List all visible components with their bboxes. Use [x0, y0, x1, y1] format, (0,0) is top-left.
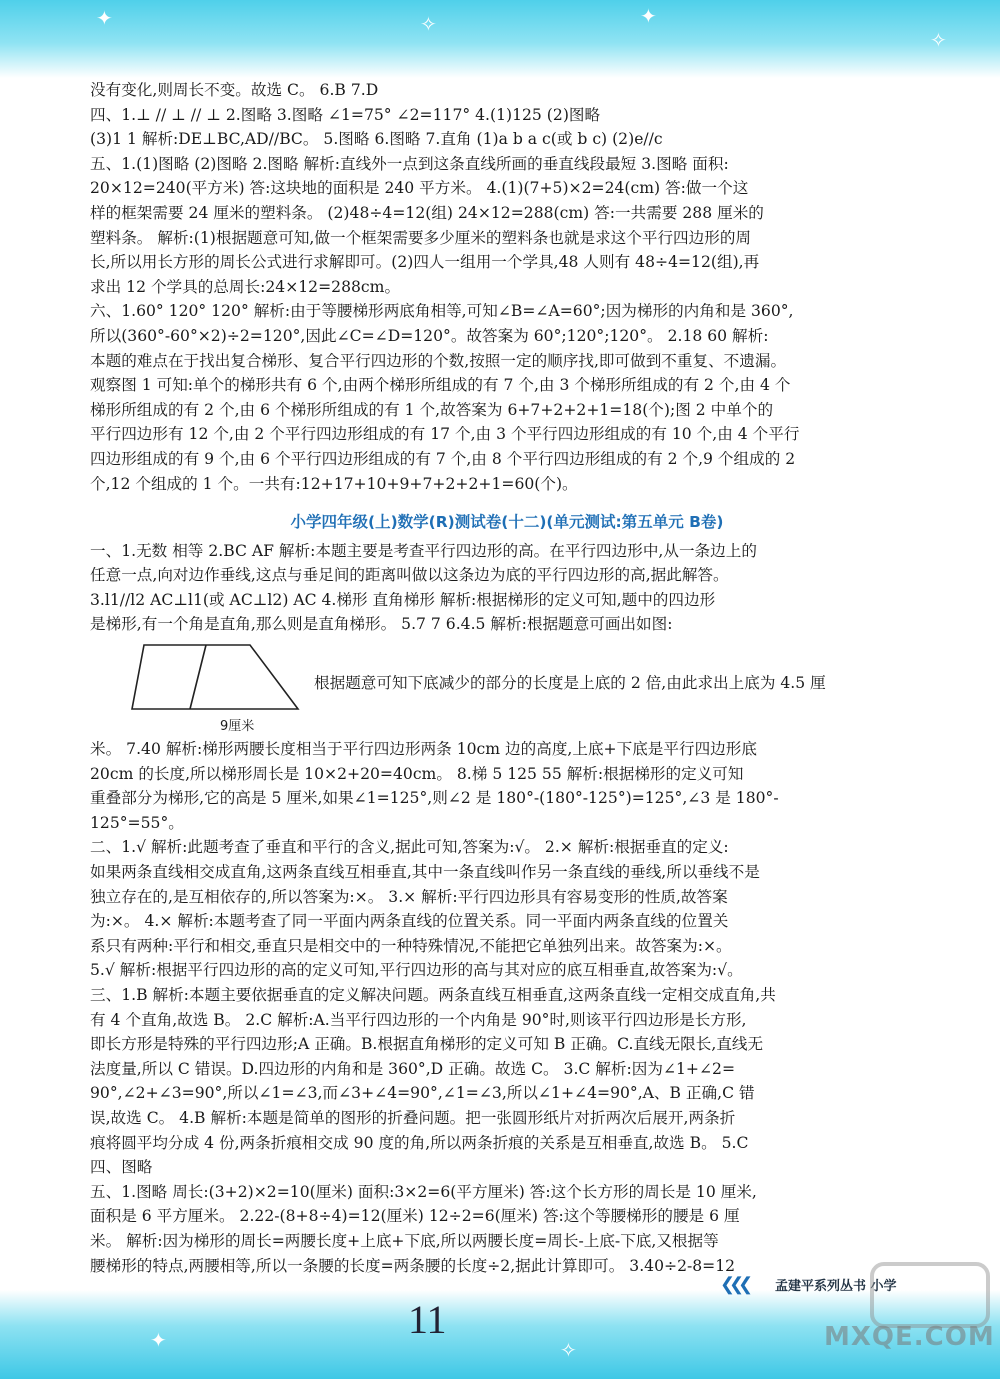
answer-line: 求出 12 个学具的总周长:24×12=288cm。 [90, 277, 401, 296]
answer-line: 20×12=240(平方米) 答:这块地的面积是 240 平方米。 4.(1)(7+5)×2=24(cm) 答:做一个这 [90, 179, 749, 198]
answer-line: 90°,∠2+∠3=90°,所以∠1=∠3,而∠3+∠4=90°,∠1=∠3,所以∠1+∠4=90°,A、B 正确,C 错 [90, 1084, 755, 1103]
answer-line: 125°=55°。 [90, 813, 184, 832]
top-decorative-band [0, 0, 1000, 78]
answer-line: 塑料条。 解析:(1)根据题意可知,做一个框架需要多少厘米的塑料条也就是求这个平行四边形的周 [90, 228, 752, 247]
answer-line: 即长方形是特殊的平行四边形;A 正确。B.根据直角梯形的定义可知 B 正确。C.直线无限长,直线无 [90, 1035, 764, 1054]
answer-line: 本题的难点在于找出复合梯形、复合平行四边形的个数,按照一定的顺序找,即可做到不重复、不遗漏。 [90, 351, 787, 370]
answers-previous-test [90, 78, 924, 496]
answer-line: 痕将圆平均分成 4 份,两条折痕相交成 90 度的角,所以两条折痕的关系是互相垂直,故选 B。 5.C [90, 1133, 749, 1152]
answer-line: 重叠部分为梯形,它的高是 5 厘米,如果∠1=125°,则∠2 是 180°-(180°-125°)=125°,∠3 是 180°- [90, 789, 779, 808]
book-series-label: 孟建平系列丛书 小学 [775, 1279, 897, 1294]
answer-line: 米。 解析:因为梯形的周长=两腰长度+上底+下底,所以两腰长度=周长-上底-下底,又根据等 [90, 1231, 719, 1250]
answer-line: 没有变化,则周长不变。故选 C。 6.B 7.D [90, 81, 379, 99]
sparkle-icon: ✦ [640, 4, 657, 28]
answer-line: 一、1.无数 相等 2.BC AF 解析:本题主要是考查平行四边形的高。在平行四边形中,从一条边上的 [90, 541, 757, 560]
answer-line: 观察图 1 可知:单个的梯形共有 6 个,由两个梯形所组成的有 7 个,由 3 个梯形所组成的有 2 个,由 4 个 [90, 376, 791, 395]
answer-line: 二、1.√ 解析:此题考查了垂直和平行的含义,据此可知,答案为:√。 2.× 解析:根据垂直的定义: [90, 838, 729, 857]
answer-line: 个,12 个组成的 1 个。一共有:12+17+10+9+7+2+2+1=60(个)。 [90, 474, 578, 493]
watermark-text: MXQE.COM [824, 1322, 995, 1352]
answer-line: 独立存在的,是互相依存的,所以答案为:×。 3.× 解析:平行四边形具有容易变形的性质,故答案 [90, 887, 728, 906]
answer-line: 梯形所组成的有 2 个,由 6 个梯形所组成的有 1 个,故答案为 6+7+2+2+1=18(个);图 2 中单个的 [90, 400, 774, 419]
answer-line: 3.l1//l2 AC⊥l1(或 AC⊥l2) AC 4.梯形 直角梯形 解析:根据梯形的定义可知,题中的四边形 [90, 590, 716, 609]
arrow-ornament-icon: ❮❮❮ [720, 1274, 748, 1295]
answer-line: 长,所以用长方形的周长公式进行求解即可。(2)四人一组用一个学具,48 人则有 48÷4=12(组),再 [90, 253, 760, 272]
answers-test-12-part1 [90, 539, 924, 637]
answer-line: 是梯形,有一个角是直角,那么则是直角梯形。 5.7 7 6.4.5 解析:根据题意可画出如图: [90, 615, 673, 634]
trapezoid-figure-row [90, 637, 924, 737]
answer-line: 20cm 的长度,所以梯形周长是 10×2+20=40cm。 8.梯 5 125 55 解析:根据梯形的定义可知 [90, 764, 744, 783]
answer-line: 五、1.(1)图略 (2)图略 2.图略 解析:直线外一点到这条直线所画的垂直线段最短 3.图略 面积: [90, 154, 729, 173]
answer-line: 腰梯形的特点,两腰相等,所以一条腰的长度=两条腰的长度÷2,据此计算即可。 3.40÷2-8=12 [90, 1256, 736, 1275]
sparkle-icon: ✧ [930, 28, 947, 52]
answer-line: 误,故选 C。 4.B 解析:本题是简单的图形的折叠问题。把一张圆形纸片对折两次后展开,两条折 [90, 1108, 736, 1127]
trapezoid-diagram [130, 637, 310, 713]
answer-line: 三、1.B 解析:本题主要依据垂直的定义解决问题。两条直线互相垂直,这两条直线一定相交成直角,共 [90, 986, 776, 1004]
page-number: 11 [408, 1297, 447, 1342]
section-title: 小学四年级(上)数学(R)测试卷(十二)(单元测试:第五单元 B卷) [290, 513, 724, 532]
answer-line: 面积是 6 平方厘米。 2.22-(8+8÷4)=12(厘米) 12÷2=6(厘米) 答:这个等腰梯形的腰是 6 厘 [90, 1207, 740, 1226]
sparkle-icon: ✧ [420, 12, 437, 36]
sparkle-icon: ✦ [96, 6, 113, 30]
answer-line: 所以(360°-60°×2)÷2=120°,因此∠C=∠D=120°。故答案为 60°;120°;120°。 2.18 60 解析: [90, 326, 769, 345]
answer-line: (3)1 1 解析:DE⊥BC,AD//BC。 5.图略 6.图略 7.直角 (1)a b a c(或 b c) (2)e//c [90, 130, 663, 149]
figure-label: 9厘米 [220, 719, 255, 735]
answer-line: 米。 7.40 解析:梯形两腰长度相当于平行四边形两条 10cm 边的高度,上底+下底是平行四边形底 [90, 740, 757, 759]
figure-side-text: 根据题意可知下底减少的部分的长度是上底的 2 倍,由此求出上底为 4.5 厘 [314, 674, 826, 693]
answer-line: 系只有两种:平行和相交,垂直只是相交中的一种特殊情况,不能把它单独列出来。故答案为:×。 [90, 936, 732, 955]
answer-line: 任意一点,向对边作垂线,这点与垂足间的距离叫做以这条边为底的平行四边形的高,据此解答。 [90, 566, 729, 585]
answers-test-12-part2 [90, 737, 924, 1278]
answer-line: 六、1.60° 120° 120° 解析:由于等腰梯形两底角相等,可知∠B=∠A=60°;因为梯形的内角和是 360°, [90, 302, 794, 321]
answer-line: 有 4 个直角,故选 B。 2.C 解析:A.当平行四边形的一个内角是 90°时,则该平行四边形是长方形, [90, 1010, 747, 1029]
answer-line: 法度量,所以 C 错误。D.四边形的内角和是 360°,D 正确。故选 C。 3.C 解析:因为∠1+∠2= [90, 1059, 736, 1078]
answer-line: 四、图略 [90, 1158, 153, 1177]
answer-line: 样的框架需要 24 厘米的塑料条。 (2)48÷4=12(组) 24×12=288(cm) 答:一共需要 288 厘米的 [90, 203, 764, 222]
sparkle-icon: ✦ [150, 1328, 167, 1352]
answer-line: 为:×。 4.× 解析:本题考查了同一平面内两条直线的位置关系。同一平面内两条直线的位置关 [90, 912, 729, 931]
answer-line: 5.√ 解析:根据平行四边形的高的定义可知,平行四边形的高与其对应的底互相垂直,故答案为:√。 [90, 961, 743, 980]
answer-line: 五、1.图略 周长:(3+2)×2=10(厘米) 面积:3×2=6(平方厘米) 答:这个长方形的周长是 10 厘米, [90, 1182, 757, 1201]
watermark-logo [870, 1262, 990, 1328]
answer-line: 四、1.⊥ // ⊥ // ⊥ 2.图略 3.图略 ∠1=75° ∠2=117° 4.(1)125 (2)图略 [90, 105, 601, 124]
sparkle-icon: ✧ [560, 1338, 577, 1362]
answer-content [90, 78, 924, 1278]
answer-line: 如果两条直线相交成直角,这两条直线互相垂直,其中一条直线叫作另一条直线的垂线,所以垂线不是 [90, 863, 760, 882]
answer-line: 四边形组成的有 9 个,由 6 个平行四边形组成的有 7 个,由 8 个平行四边形组成的有 2 个,9 个组成的 2 [90, 449, 796, 468]
answer-line: 平行四边形有 12 个,由 2 个平行四边形组成的有 17 个,由 3 个平行四边形组成的有 10 个,由 4 个平行 [90, 425, 800, 444]
